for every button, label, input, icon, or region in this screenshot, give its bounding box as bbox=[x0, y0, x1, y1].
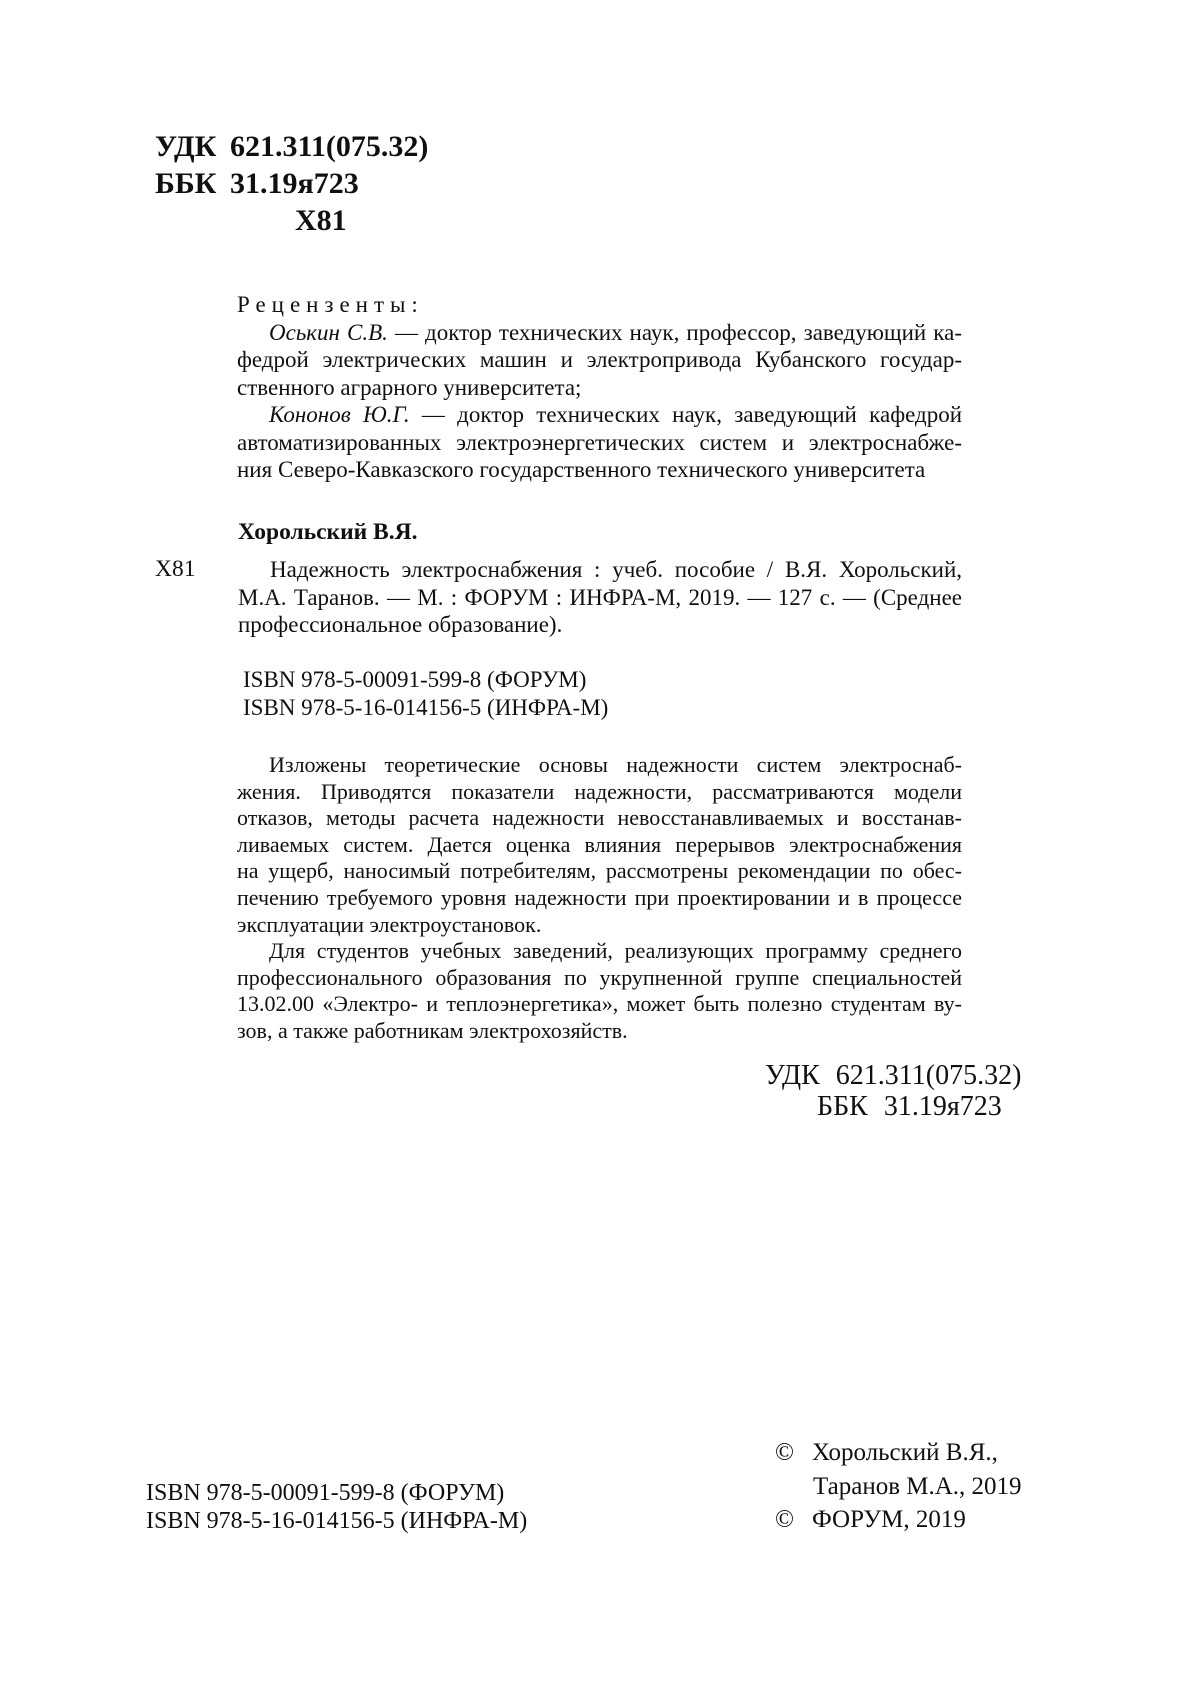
catalog-index-code: Х81 bbox=[155, 556, 196, 582]
udk-label: УДК bbox=[155, 130, 217, 163]
annotation-paragraph-2 bbox=[237, 938, 962, 1044]
bottom-udk-value: 621.311(075.32) bbox=[835, 1060, 1022, 1091]
text-line: ISBN 978-5-16-014156-5 (ИНФРА-М) bbox=[243, 694, 609, 720]
text-line: Изложены теоретические основы надежности систем электроснаб- bbox=[269, 752, 962, 777]
text-line: на ущерб, наносимый потребителям, рассмотрены рекомендации по обес- bbox=[237, 858, 962, 884]
text-line: профессионального образования по укрупненной группе специальностей bbox=[237, 964, 962, 990]
catalog-entry bbox=[238, 556, 962, 639]
bottom-bbk-row bbox=[817, 1092, 1002, 1122]
text-line: профессиональное образование). bbox=[238, 612, 563, 637]
isbn-block-bottom bbox=[146, 1479, 527, 1535]
annotation-paragraph-1 bbox=[237, 752, 962, 938]
bbk-row bbox=[155, 165, 428, 202]
text-line: 13.02.00 «Электро- и теплоэнергетика», может быть полезно студентам ву- bbox=[237, 991, 962, 1017]
annotation-section bbox=[237, 752, 962, 1045]
author-heading: Хорольский В.Я. bbox=[238, 519, 418, 545]
reviewer-2-lines bbox=[237, 429, 962, 484]
udk-value: 621.311(075.32) bbox=[230, 130, 429, 163]
copyright-line-1 bbox=[775, 1436, 1022, 1470]
reviewer-2-first-line bbox=[237, 401, 962, 429]
copyright-line-3 bbox=[775, 1503, 1022, 1537]
top-codes-block bbox=[155, 128, 428, 239]
text-line: ISBN 978-5-00091-599-8 (ФОРУМ) bbox=[243, 667, 587, 692]
isbn-block-top bbox=[243, 666, 608, 721]
bottom-bbk-value: 31.19я723 bbox=[883, 1091, 1002, 1122]
text-line: ния Северо-Кавказского государственного технического университета bbox=[237, 457, 926, 482]
index-code-row bbox=[155, 202, 428, 239]
text-line: печению требуемого уровня надежности при проектировании и в процессе bbox=[237, 884, 962, 910]
copyright-line-2 bbox=[775, 1470, 1022, 1504]
copyright-block bbox=[775, 1436, 1022, 1537]
text-line: ливаемых систем. Дается оценка влияния перерывов электроснабжения bbox=[237, 831, 962, 857]
reviewer-2-name: Кононов Ю.Г. bbox=[269, 402, 410, 427]
copyright-holder-2: Таранов М.А., 2019 bbox=[813, 1472, 1022, 1500]
index-code: Х81 bbox=[295, 204, 347, 237]
text-line: эксплуатации электроустановок. bbox=[237, 911, 542, 937]
reviewers-section bbox=[237, 291, 962, 484]
bbk-value: 31.19я723 bbox=[230, 167, 359, 200]
reviewer-1-title: — доктор технических наук, профессор, заведующий ка- bbox=[387, 319, 962, 345]
copyright-holder-3: ФОРУМ, 2019 bbox=[812, 1506, 966, 1533]
reviewers-label-line bbox=[237, 291, 962, 319]
text-line: ISBN 978-5-00091-599-8 (ФОРУМ) bbox=[146, 1480, 505, 1506]
text-line: М.А. Таранов. — М. : ФОРУМ : ИНФРА-М, 2019. — 127 с. — (Среднее bbox=[238, 584, 962, 610]
bottom-udk-label: УДК bbox=[765, 1060, 820, 1091]
text-line: Для студентов учебных заведений, реализующих программу среднего bbox=[269, 938, 962, 964]
bottom-udk-row bbox=[765, 1061, 1021, 1091]
reviewer-1-name: Оськин С.В. bbox=[269, 319, 388, 345]
text-line: автоматизированных электроэнергетических систем и электроснабже- bbox=[237, 429, 962, 455]
text-line: Надежность электроснабжения : учеб. пособие / В.Я. Хорольский, bbox=[270, 557, 962, 582]
text-line: зов, а также работникам электрохозяйств. bbox=[237, 1017, 628, 1043]
text-line: жения. Приводятся показатели надежности, рассматриваются модели bbox=[237, 778, 962, 804]
reviewer-2-title: — доктор технических наук, заведующий кафедрой bbox=[409, 402, 963, 427]
copyright-holder-1: Хорольский В.Я., bbox=[812, 1439, 998, 1466]
copyright-symbol: © bbox=[775, 1506, 794, 1533]
bbk-label: ББК bbox=[155, 167, 217, 200]
copyright-symbol: © bbox=[775, 1439, 794, 1466]
text-line: федрой электрических машин и электропривода Кубанского государ- bbox=[237, 347, 962, 372]
udk-row bbox=[155, 128, 428, 165]
reviewer-1-lines bbox=[237, 346, 962, 401]
reviewer-1-first-line bbox=[237, 319, 962, 347]
bottom-bbk-label: ББК bbox=[817, 1091, 868, 1122]
text-line: ISBN 978-5-16-014156-5 (ИНФРА-М) bbox=[146, 1508, 528, 1534]
reviewers-label: Рецензенты: bbox=[237, 292, 424, 317]
text-line: ственного аграрного университета; bbox=[237, 374, 582, 400]
text-line: отказов, методы расчета надежности невосстанавливаемых и восстанав- bbox=[237, 805, 962, 831]
